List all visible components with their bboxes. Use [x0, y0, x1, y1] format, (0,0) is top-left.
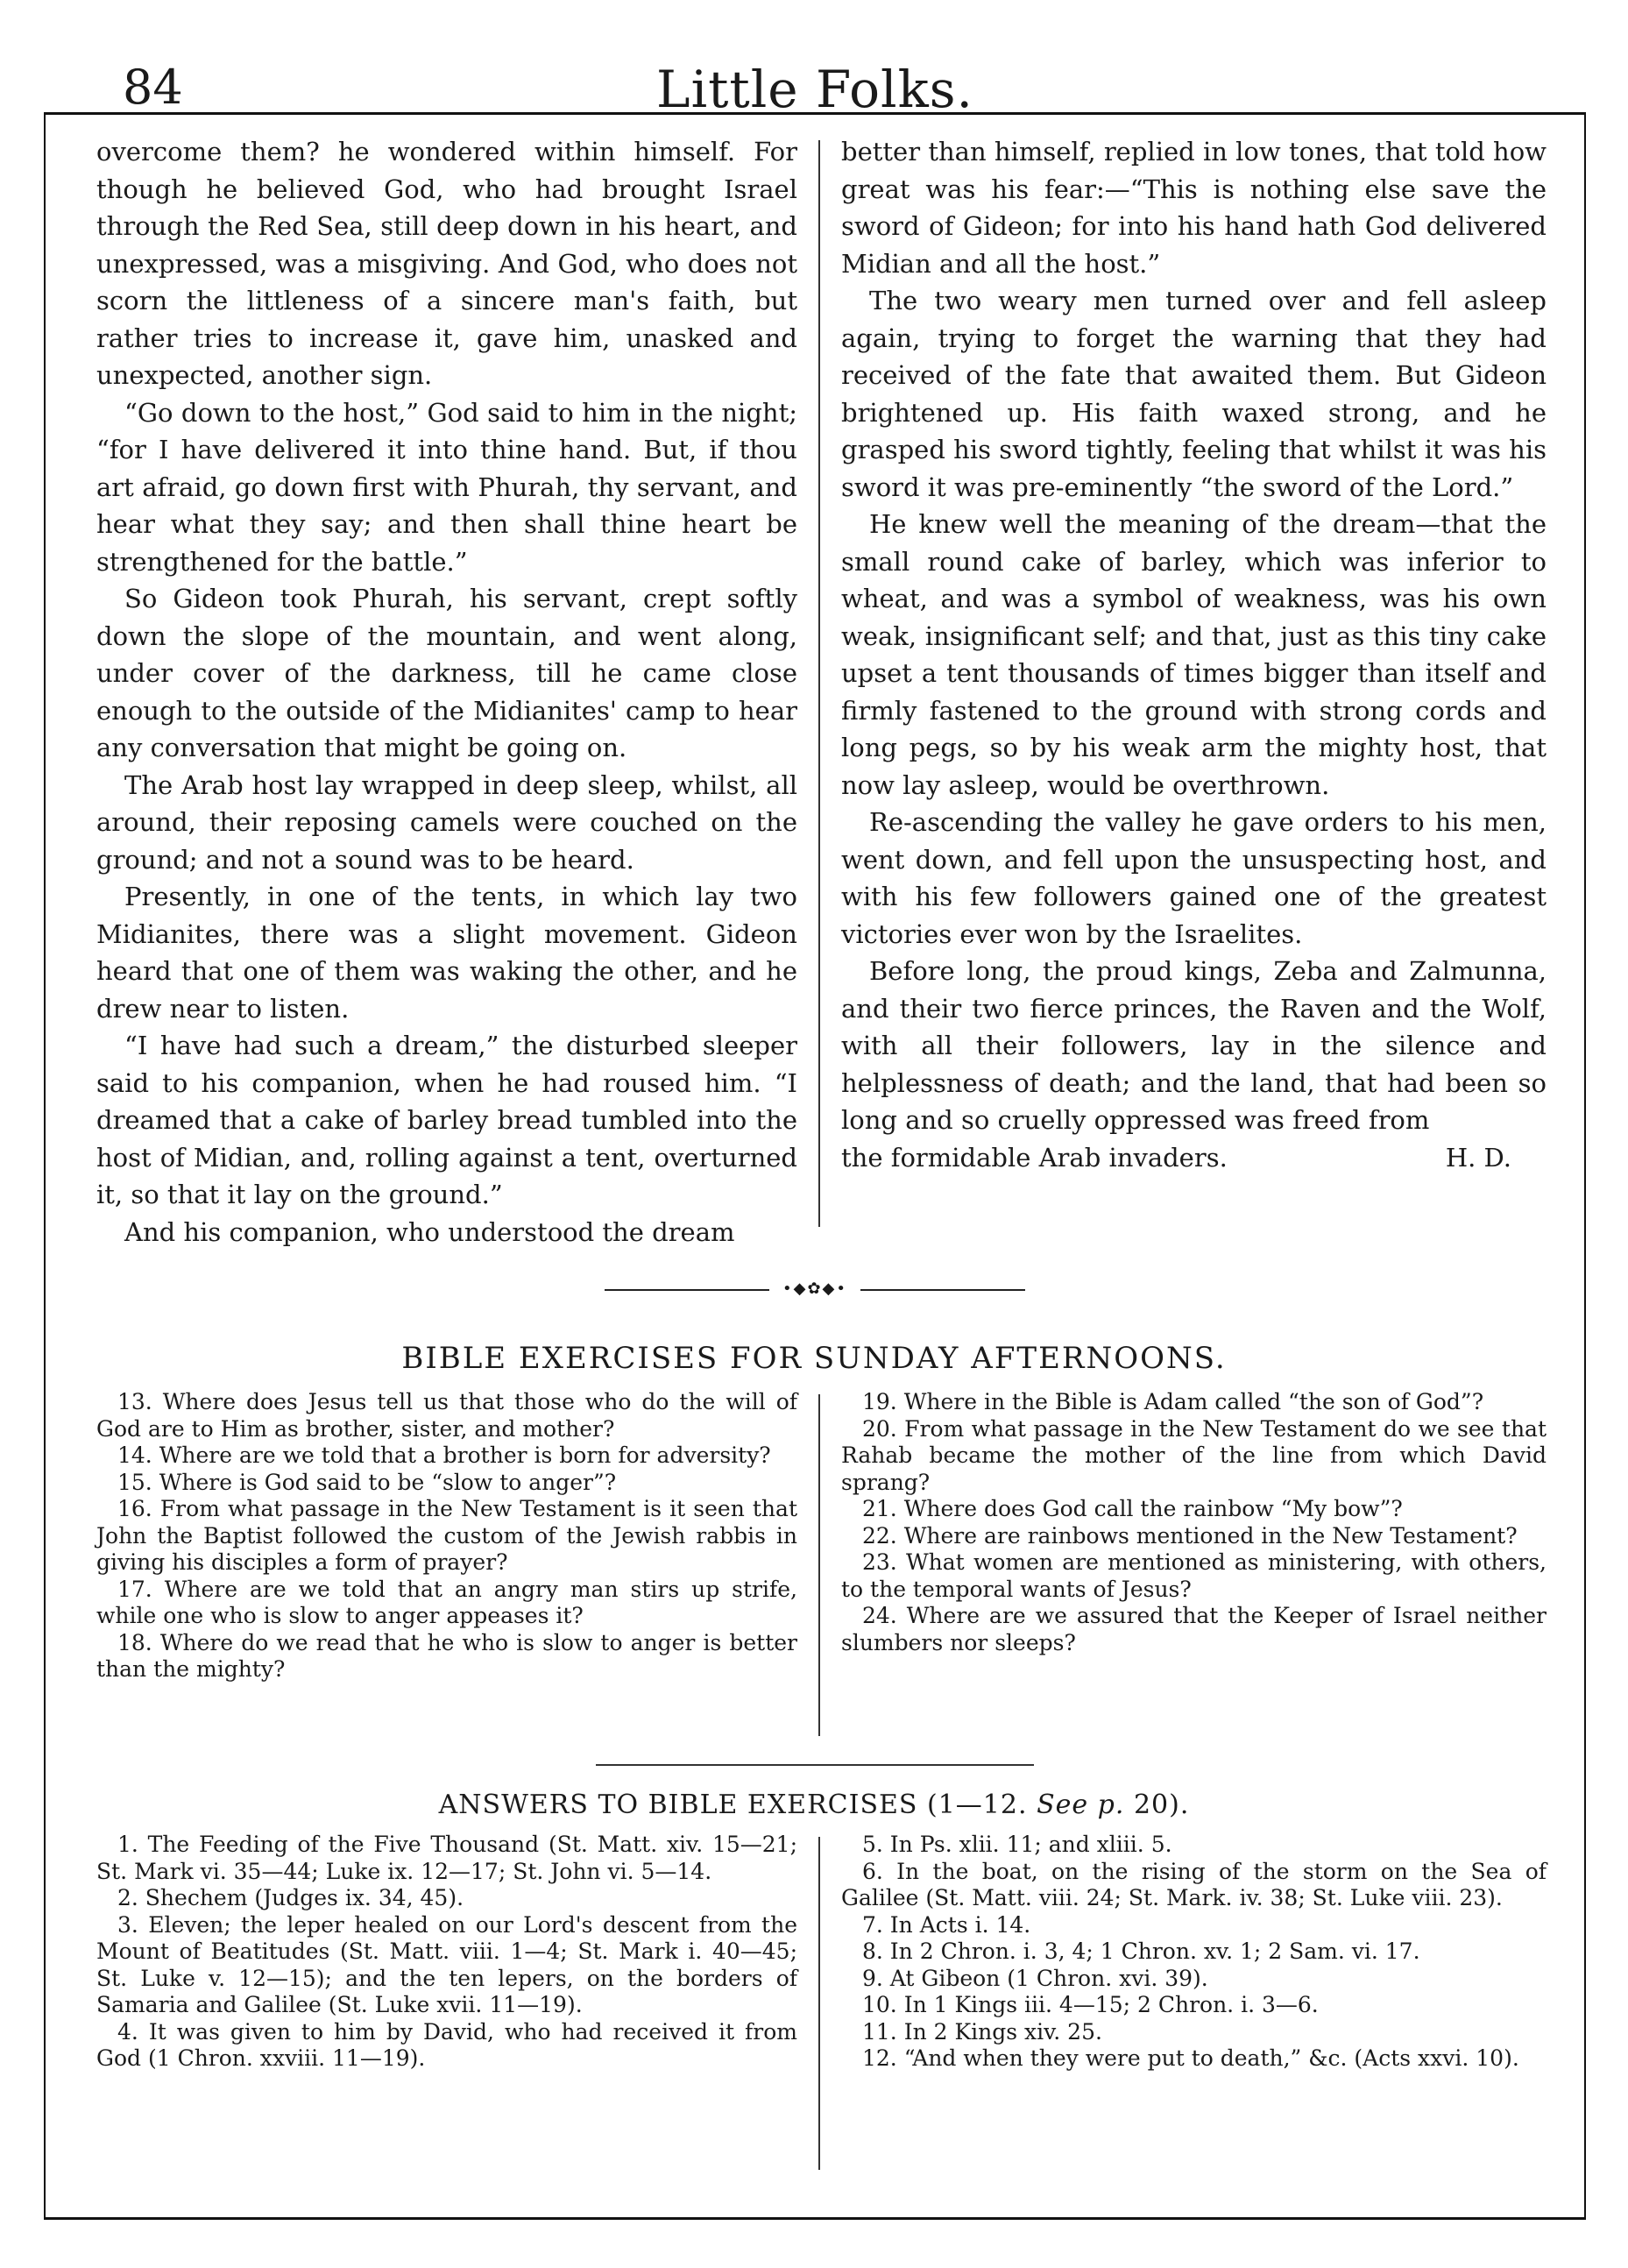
- section-rule: [596, 1764, 1034, 1766]
- answer-item: 11. In 2 Kings xiv. 25.: [862, 2018, 1102, 2045]
- page-number: 84: [123, 60, 183, 115]
- column-divider: [818, 140, 820, 1227]
- story-last-line: the formidable Arab invaders.: [841, 1142, 1228, 1173]
- answers-section: [96, 1832, 1547, 2182]
- ornament-flourish-icon: •◆✿◆•: [782, 1279, 847, 1298]
- header-rule: [44, 112, 1586, 115]
- story-paragraph: The Arab host lay wrapped in deep sleep, whilst, all around, their reposing camels were couched on the ground; and not a sound was to be heard.: [96, 769, 797, 875]
- answer-item: 12. “And when they were put to death,” &c. (Acts xxvi. 10).: [862, 2045, 1519, 2071]
- exercise-item: 19. Where in the Bible is Adam called “the son of God”?: [862, 1389, 1484, 1414]
- story-paragraph: overcome them? he wondered within himself. For though he believed God, who had brought Israel through the Red Sea, still deep down in his heart, and unexpressed, was a misgiving. And God, who does not scorn the littleness of a sincere man's faith, but rather tries to increase it, gave him, unasked and unexpected, another sign.: [96, 137, 797, 390]
- running-title: Little Folks.: [656, 60, 973, 119]
- ornament-line-left: [605, 1289, 769, 1291]
- left-border: [44, 112, 46, 2217]
- story-paragraph: “I have had such a dream,” the disturbed sleeper said to his companion, when he had roused him. “I dreamed that a cake of barley bread tumbled into the host of Midian, and, rolling against a tent, overturned it, so that it lay on the ground.”: [96, 1031, 797, 1209]
- story-section: [96, 133, 1547, 1247]
- answer-item: 4. It was given to him by David, who had received it from God (1 Chron. xxviii. 11—19).: [96, 2018, 797, 2071]
- answer-item: 8. In 2 Chron. i. 3, 4; 1 Chron. xv. 1; 2 Sam. vi. 17.: [862, 1938, 1420, 1964]
- column-divider: [818, 1394, 820, 1736]
- exercise-item: 13. Where does Jesus tell us that those who do the will of God are to Him as brother, sister, and mother?: [96, 1389, 797, 1442]
- answer-item: 10. In 1 Kings iii. 4—15; 2 Chron. i. 3—6.: [862, 1992, 1319, 2017]
- story-left-column: [96, 133, 797, 1251]
- exercise-item: 15. Where is God said to be “slow to anger”?: [117, 1469, 617, 1495]
- page-header: [44, 35, 1586, 131]
- story-paragraph: Before long, the proud kings, Zeba and Zalmunna, and their two fierce princes, the Raven and the Wolf, with all their followers, lay in the silence and helplessness of death; and the land, that had been so long and so cruelly oppressed was freed from: [841, 956, 1547, 1135]
- exercise-item: 21. Where does God call the rainbow “My bow”?: [862, 1496, 1403, 1521]
- ornamental-divider: [605, 1281, 1025, 1299]
- column-divider: [818, 1837, 820, 2170]
- exercises-heading: BIBLE EXERCISES FOR SUNDAY AFTERNOONS.: [401, 1341, 1227, 1376]
- story-paragraph: He knew well the meaning of the dream—that the small round cake of barley, which was inferior to wheat, and was a symbol of weakness, was his own weak, insignificant self; and that, just as this tiny cake upset a tent thousands of times bigger than itself and firmly fastened to the ground with strong cords and long pegs, so by his weak arm the mighty host, that now lay asleep, would be overthrown.: [841, 509, 1547, 800]
- story-paragraph: Re-ascending the valley he gave orders to his men, went down, and fell upon the unsuspecting host, and with his few followers gained one of the greatest victories ever won by the Israelites.: [841, 807, 1547, 949]
- story-paragraph: And his companion, who understood the dream: [124, 1216, 735, 1247]
- exercise-item: 17. Where are we told that an angry man stirs up strife, while one who is slow to anger appeases it?: [96, 1576, 797, 1628]
- story-paragraph: “Go down to the host,” God said to him in the night; “for I have delivered it into thine hand. But, if thou art afraid, go down first with Phurah, thy servant, and hear what they say; and then shall thine heart be strengthened for the battle.”: [96, 397, 797, 577]
- answer-item: 3. Eleven; the leper healed on our Lord's descent from the Mount of Beatitudes (St. Matt. viii. 1—4; St. Mark i. 40—45; St. Luke v. 12—15); and the ten lepers, on the borders of Samaria and Galilee (St. Luke xvii. 11—19).: [96, 1911, 797, 2017]
- author-signature: H. D.: [1445, 1142, 1511, 1173]
- story-closing-line: [841, 1139, 1547, 1177]
- answers-right-column: [841, 1832, 1547, 2073]
- answer-item: 9. At Gibeon (1 Chron. xvi. 39).: [862, 1965, 1208, 1991]
- answers-heading: [0, 1790, 1628, 1820]
- answer-item: 7. In Acts i. 14.: [862, 1911, 1031, 1938]
- answer-item: 2. Shechem (Judges ix. 34, 45).: [117, 1885, 464, 1910]
- exercise-item: 22. Where are rainbows mentioned in the New Testament?: [862, 1522, 1518, 1549]
- story-paragraph: The two weary men turned over and fell asleep again, trying to forget the warning that they had received of the fate that awaited them. But Gideon brightened up. His faith waxed strong, and he grasped his sword tightly, feeling that whilst it was his sword it was pre-eminently “the sword of the Lord.”: [841, 286, 1547, 502]
- story-paragraph: better than himself, replied in low tones, that told how great was his fear:—“This is nothing else save the sword of Gideon; for into his hand hath God delivered Midian and all the host.”: [841, 137, 1547, 279]
- answers-heading-prefix: ANSWERS TO BIBLE EXERCISES (1—12.: [438, 1790, 1028, 1820]
- bottom-rule: [44, 2217, 1586, 2220]
- exercises-section: [96, 1389, 1547, 1731]
- answer-item: 5. In Ps. xlii. 11; and xliii. 5.: [862, 1832, 1172, 1857]
- exercise-item: 14. Where are we told that a brother is born for adversity?: [117, 1442, 771, 1468]
- exercise-item: 18. Where do we read that he who is slow to anger is better than the mighty?: [96, 1629, 797, 1682]
- answer-item: 6. In the boat, on the rising of the storm on the Sea of Galilee (St. Matt. viii. 24; St. Mark. iv. 38; St. Luke viii. 23).: [841, 1858, 1547, 1910]
- ornament-line-right: [860, 1289, 1025, 1291]
- exercise-item: 20. From what passage in the New Testament do we see that Rahab became the mother of the line from which David sprang?: [841, 1415, 1547, 1495]
- story-paragraph: Presently, in one of the tents, in which lay two Midianites, there was a slight movement. Gideon heard that one of them was waking the other, and he drew near to listen.: [96, 882, 797, 1024]
- answers-left-column: [96, 1832, 797, 2073]
- answers-heading-suffix: 20).: [1133, 1790, 1190, 1820]
- answer-item: 1. The Feeding of the Five Thousand (St. Matt. xiv. 15—21; St. Mark vi. 35—44; Luke ix. 12—17; St. John vi. 5—14.: [96, 1832, 797, 1884]
- right-border: [1584, 112, 1586, 2217]
- story-right-column: [841, 133, 1547, 1176]
- story-paragraph: So Gideon took Phurah, his servant, crept softly down the slope of the mountain, and went along, under cover of the darkness, till he came close enough to the outside of the Midianites' camp to hear any conversation that might be going on.: [96, 584, 797, 762]
- exercise-item: 16. From what passage in the New Testament is it seen that John the Baptist followed the custom of the Jewish rabbis in giving his disciples a form of prayer?: [96, 1496, 797, 1575]
- answers-heading-ref: See p.: [1037, 1790, 1125, 1820]
- exercise-item: 24. Where are we assured that the Keeper of Israel neither slumbers nor sleeps?: [841, 1603, 1547, 1655]
- exercises-left-column: [96, 1389, 797, 1683]
- exercises-right-column: [841, 1389, 1547, 1656]
- exercise-item: 23. What women are mentioned as ministering, with others, to the temporal wants of Jesus?: [841, 1549, 1547, 1602]
